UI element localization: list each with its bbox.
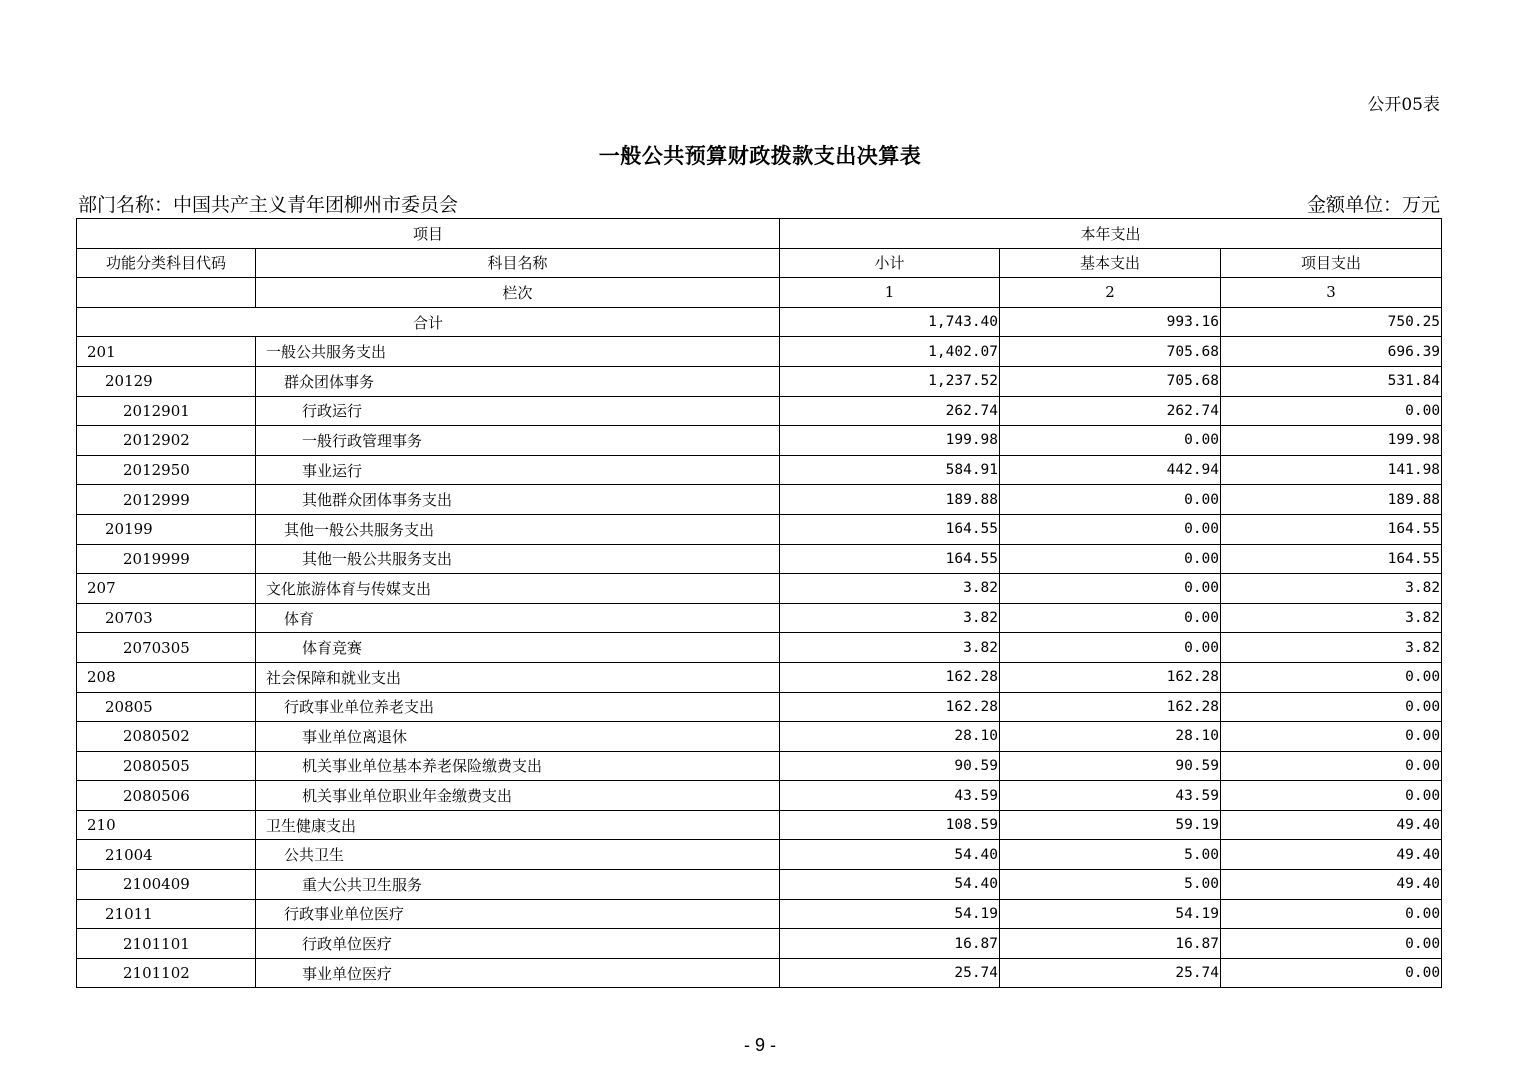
row-code: 21004	[77, 840, 256, 870]
row-name: 群众团体事务	[256, 366, 780, 396]
header-col-1: 1	[780, 278, 1000, 308]
row-subtotal: 54.19	[780, 899, 1000, 929]
row-project: 164.55	[1221, 544, 1442, 574]
row-basic: 442.94	[1000, 455, 1221, 485]
row-code: 20703	[77, 603, 256, 633]
row-code: 210	[77, 810, 256, 840]
table-header	[77, 219, 1442, 308]
header-code: 功能分类科目代码	[77, 248, 256, 278]
row-basic: 54.19	[1000, 899, 1221, 929]
row-code: 2080505	[77, 751, 256, 781]
row-project: 49.40	[1221, 840, 1442, 870]
amount-unit: 金额单位：万元	[1306, 194, 1440, 216]
row-name: 其他群众团体事务支出	[256, 485, 780, 515]
row-name: 行政运行	[256, 396, 780, 426]
row-code: 20805	[77, 692, 256, 722]
row-name: 事业运行	[256, 455, 780, 485]
row-name: 一般公共服务支出	[256, 337, 780, 367]
row-subtotal: 162.28	[780, 662, 1000, 692]
row-code: 207	[77, 574, 256, 604]
table-row	[77, 574, 1442, 604]
table-row	[77, 692, 1442, 722]
row-basic: 59.19	[1000, 810, 1221, 840]
row-project: 0.00	[1221, 722, 1442, 752]
header-blank	[77, 278, 256, 308]
page-number: - 9 -	[743, 1035, 776, 1055]
row-project: 3.82	[1221, 633, 1442, 663]
row-code: 2012901	[77, 396, 256, 426]
row-basic: 0.00	[1000, 485, 1221, 515]
row-basic: 705.68	[1000, 366, 1221, 396]
row-basic: 0.00	[1000, 514, 1221, 544]
row-subtotal: 584.91	[780, 455, 1000, 485]
row-project: 0.00	[1221, 781, 1442, 811]
row-project: 696.39	[1221, 337, 1442, 367]
row-code: 2012999	[77, 485, 256, 515]
total-label: 合计	[77, 307, 780, 337]
row-name: 行政事业单位医疗	[256, 899, 780, 929]
row-project: 164.55	[1221, 514, 1442, 544]
table-row	[77, 751, 1442, 781]
row-code: 20199	[77, 514, 256, 544]
row-project: 0.00	[1221, 692, 1442, 722]
row-project: 0.00	[1221, 899, 1442, 929]
header-row-2	[77, 248, 1442, 278]
row-subtotal: 43.59	[780, 781, 1000, 811]
row-project: 141.98	[1221, 455, 1442, 485]
row-name: 行政单位医疗	[256, 929, 780, 959]
table-row	[77, 485, 1442, 515]
row-name: 体育竞赛	[256, 633, 780, 663]
row-project: 3.82	[1221, 603, 1442, 633]
table-row	[77, 899, 1442, 929]
row-name: 机关事业单位基本养老保险缴费支出	[256, 751, 780, 781]
header-subtotal: 小计	[780, 248, 1000, 278]
table-row	[77, 958, 1442, 988]
department-name: 部门名称：中国共产主义青年团柳州市委员会	[78, 194, 459, 216]
row-name: 机关事业单位职业年金缴费支出	[256, 781, 780, 811]
row-basic: 262.74	[1000, 396, 1221, 426]
row-basic: 5.00	[1000, 840, 1221, 870]
table-row	[77, 840, 1442, 870]
row-basic: 0.00	[1000, 603, 1221, 633]
row-subtotal: 1,237.52	[780, 366, 1000, 396]
row-code: 2080502	[77, 722, 256, 752]
row-code: 2080506	[77, 781, 256, 811]
header-project: 项目支出	[1221, 248, 1442, 278]
row-subtotal: 3.82	[780, 574, 1000, 604]
row-subtotal: 189.88	[780, 485, 1000, 515]
row-subtotal: 90.59	[780, 751, 1000, 781]
row-subtotal: 199.98	[780, 426, 1000, 456]
row-basic: 705.68	[1000, 337, 1221, 367]
row-subtotal: 28.10	[780, 722, 1000, 752]
row-name: 事业单位离退休	[256, 722, 780, 752]
row-subtotal: 54.40	[780, 840, 1000, 870]
header-basic: 基本支出	[1000, 248, 1221, 278]
total-subtotal: 1,743.40	[780, 307, 1000, 337]
row-name: 重大公共卫生服务	[256, 870, 780, 900]
row-name: 行政事业单位养老支出	[256, 692, 780, 722]
row-name: 其他一般公共服务支出	[256, 514, 780, 544]
table-row	[77, 870, 1442, 900]
header-row-index	[77, 278, 1442, 308]
header-row-1	[77, 219, 1442, 249]
row-project: 0.00	[1221, 662, 1442, 692]
row-project: 49.40	[1221, 870, 1442, 900]
row-project: 3.82	[1221, 574, 1442, 604]
row-name: 体育	[256, 603, 780, 633]
expenditure-table	[76, 218, 1442, 988]
table-row	[77, 781, 1442, 811]
table-row	[77, 662, 1442, 692]
row-basic: 16.87	[1000, 929, 1221, 959]
table-row	[77, 396, 1442, 426]
row-basic: 0.00	[1000, 633, 1221, 663]
row-subtotal: 162.28	[780, 692, 1000, 722]
row-basic: 0.00	[1000, 426, 1221, 456]
table-row	[77, 603, 1442, 633]
row-name: 公共卫生	[256, 840, 780, 870]
row-project: 0.00	[1221, 396, 1442, 426]
row-code: 2070305	[77, 633, 256, 663]
row-subtotal: 54.40	[780, 870, 1000, 900]
row-subtotal: 1,402.07	[780, 337, 1000, 367]
row-basic: 90.59	[1000, 751, 1221, 781]
row-code: 2012902	[77, 426, 256, 456]
row-code: 201	[77, 337, 256, 367]
row-subtotal: 3.82	[780, 633, 1000, 663]
row-project: 531.84	[1221, 366, 1442, 396]
row-code: 2019999	[77, 544, 256, 574]
table-row	[77, 633, 1442, 663]
row-subtotal: 164.55	[780, 544, 1000, 574]
table-row	[77, 337, 1442, 367]
row-project: 0.00	[1221, 751, 1442, 781]
row-name: 卫生健康支出	[256, 810, 780, 840]
row-basic: 5.00	[1000, 870, 1221, 900]
row-basic: 43.59	[1000, 781, 1221, 811]
row-code: 2012950	[77, 455, 256, 485]
row-basic: 25.74	[1000, 958, 1221, 988]
row-subtotal: 108.59	[780, 810, 1000, 840]
table-row	[77, 426, 1442, 456]
table-body	[77, 307, 1442, 988]
total-project: 750.25	[1221, 307, 1442, 337]
table-row	[77, 544, 1442, 574]
row-subtotal: 262.74	[780, 396, 1000, 426]
row-basic: 0.00	[1000, 574, 1221, 604]
header-row-index-label: 栏次	[256, 278, 780, 308]
form-number: 公开05表	[1367, 95, 1440, 115]
row-name: 社会保障和就业支出	[256, 662, 780, 692]
total-row	[77, 307, 1442, 337]
row-subtotal: 164.55	[780, 514, 1000, 544]
header-name: 科目名称	[256, 248, 780, 278]
row-basic: 0.00	[1000, 544, 1221, 574]
row-name: 文化旅游体育与传媒支出	[256, 574, 780, 604]
row-code: 2100409	[77, 870, 256, 900]
header-col-3: 3	[1221, 278, 1442, 308]
row-code: 20129	[77, 366, 256, 396]
row-basic: 162.28	[1000, 692, 1221, 722]
row-code: 21011	[77, 899, 256, 929]
row-name: 事业单位医疗	[256, 958, 780, 988]
row-basic: 162.28	[1000, 662, 1221, 692]
table-row	[77, 722, 1442, 752]
table-row	[77, 514, 1442, 544]
table-row	[77, 810, 1442, 840]
row-project: 199.98	[1221, 426, 1442, 456]
row-subtotal: 3.82	[780, 603, 1000, 633]
row-project: 189.88	[1221, 485, 1442, 515]
row-subtotal: 25.74	[780, 958, 1000, 988]
table-row	[77, 929, 1442, 959]
row-code: 208	[77, 662, 256, 692]
row-code: 2101102	[77, 958, 256, 988]
row-project: 49.40	[1221, 810, 1442, 840]
row-project: 0.00	[1221, 958, 1442, 988]
row-name: 一般行政管理事务	[256, 426, 780, 456]
row-basic: 28.10	[1000, 722, 1221, 752]
row-subtotal: 16.87	[780, 929, 1000, 959]
page-title: 一般公共预算财政拨款支出决算表	[598, 143, 922, 168]
header-current-year: 本年支出	[780, 219, 1442, 249]
table-row	[77, 455, 1442, 485]
table-row	[77, 366, 1442, 396]
row-code: 2101101	[77, 929, 256, 959]
header-col-2: 2	[1000, 278, 1221, 308]
total-basic: 993.16	[1000, 307, 1221, 337]
row-project: 0.00	[1221, 929, 1442, 959]
header-item: 项目	[77, 219, 780, 249]
row-name: 其他一般公共服务支出	[256, 544, 780, 574]
